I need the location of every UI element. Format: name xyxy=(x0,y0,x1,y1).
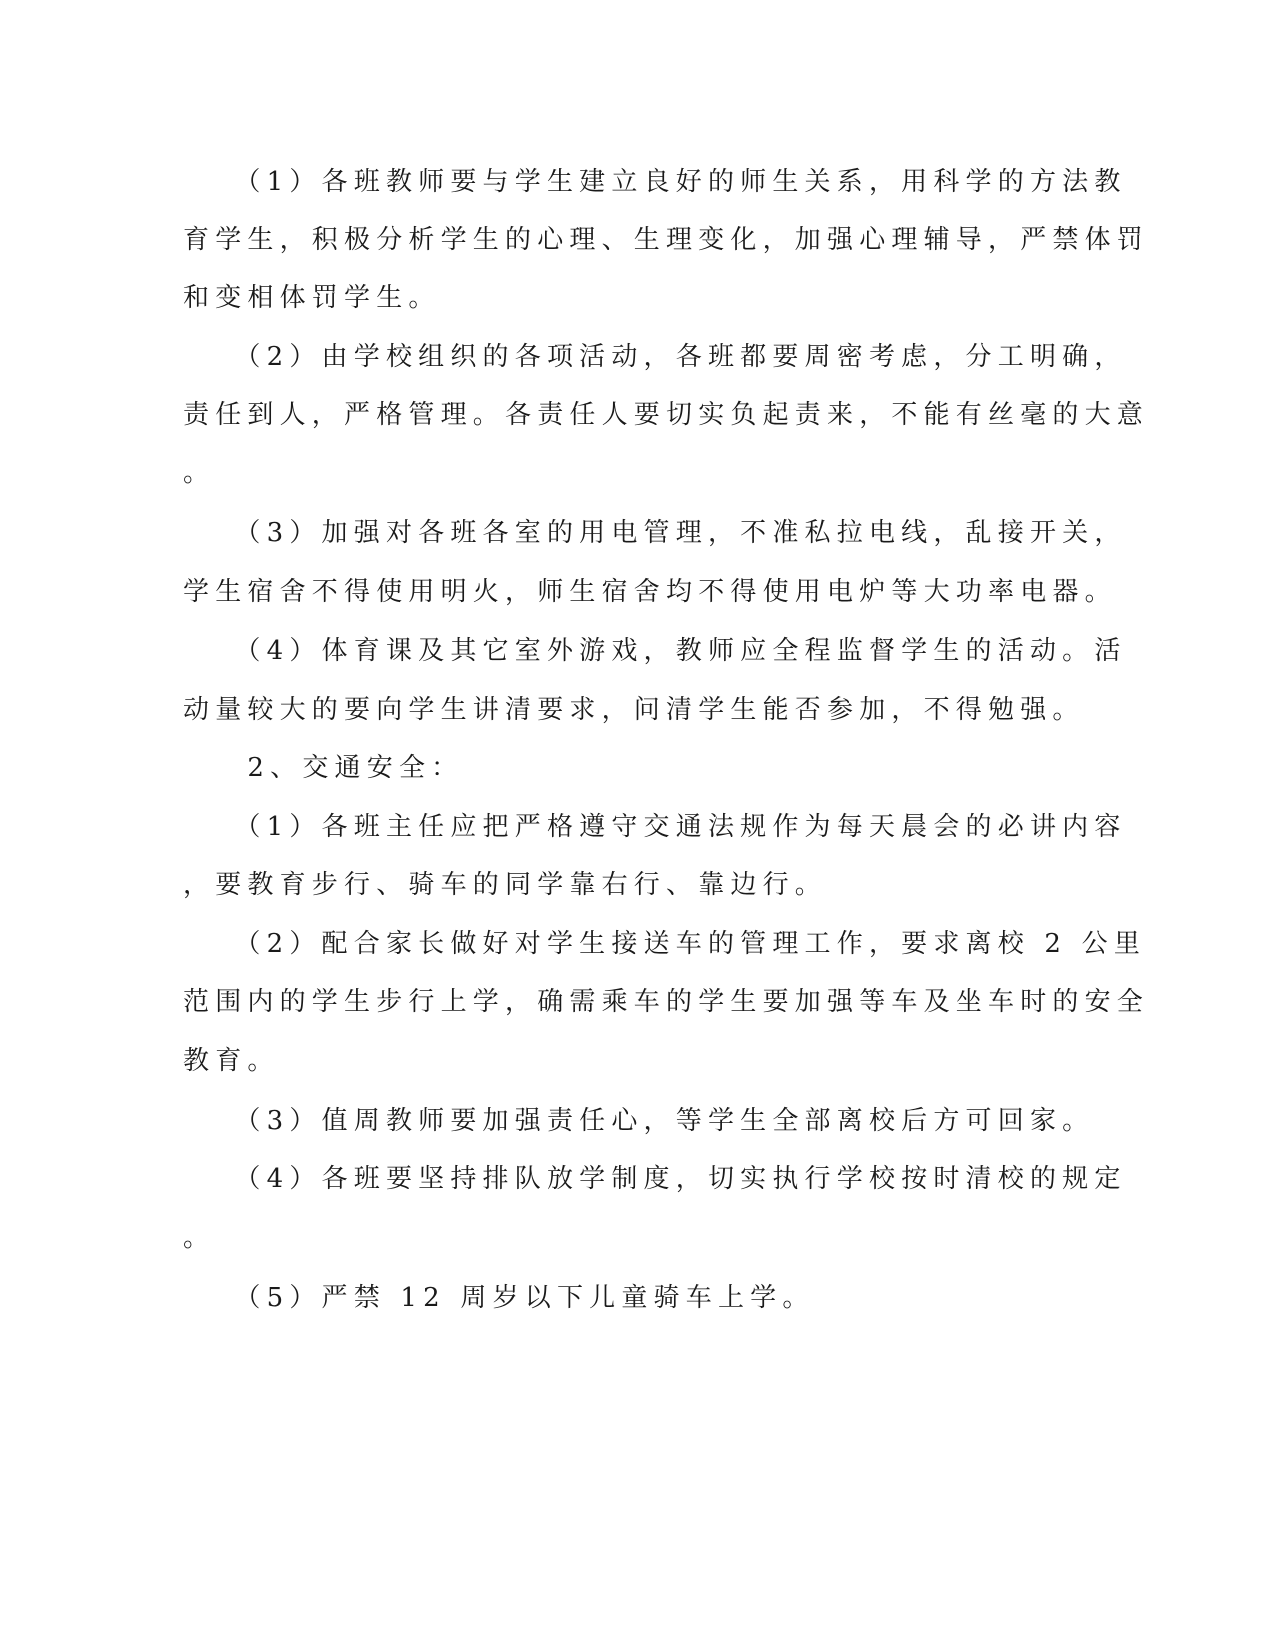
paragraph-line: （3）加强对各班各室的用电管理，不准私拉电线，乱接开关， xyxy=(183,518,1127,548)
paragraph-line: 育学生，积极分析学生的心理、生理变化，加强心理辅导，严禁体罚 xyxy=(183,225,1150,255)
paragraph-line: 责任到人，严格管理。各责任人要切实负起责来，不能有丝毫的大意 xyxy=(183,400,1150,430)
paragraph-line: （2）由学校组织的各项活动，各班都要周密考虑，分工明确， xyxy=(183,342,1127,372)
paragraph-line: 。 xyxy=(183,458,216,488)
paragraph-line: （2）配合家长做好对学生接送车的管理工作，要求离校 2 公里 xyxy=(183,929,1147,959)
paragraph-line: （5）严禁 12 周岁以下儿童骑车上学。 xyxy=(183,1283,815,1313)
paragraph-line: 。 xyxy=(183,1223,216,1253)
paragraph-line: 和变相体罚学生。 xyxy=(183,283,441,313)
paragraph-line: 范围内的学生步行上学，确需乘车的学生要加强等车及坐车时的安全 xyxy=(183,987,1150,1017)
paragraph-line: （1）各班主任应把严格遵守交通法规作为每天晨会的必讲内容 xyxy=(183,812,1127,842)
paragraph-line: 学生宿舍不得使用明火，师生宿舍均不得使用电炉等大功率电器。 xyxy=(183,577,1117,607)
paragraph-line: （3）值周教师要加强责任心，等学生全部离校后方可回家。 xyxy=(183,1106,1095,1136)
paragraph-line: （4）体育课及其它室外游戏，教师应全程监督学生的活动。活 xyxy=(183,636,1127,666)
paragraph-line: 动量较大的要向学生讲清要求，问清学生能否参加，不得勉强。 xyxy=(183,695,1085,725)
paragraph-line: （4）各班要坚持排队放学制度，切实执行学校按时清校的规定 xyxy=(183,1164,1127,1194)
paragraph-line: ，要教育步行、骑车的同学靠右行、靠边行。 xyxy=(183,870,828,900)
section-heading: 2、交通安全： xyxy=(183,753,464,783)
paragraph-line: 教育。 xyxy=(183,1046,280,1076)
paragraph-line: （1）各班教师要与学生建立良好的师生关系，用科学的方法教 xyxy=(183,167,1127,197)
